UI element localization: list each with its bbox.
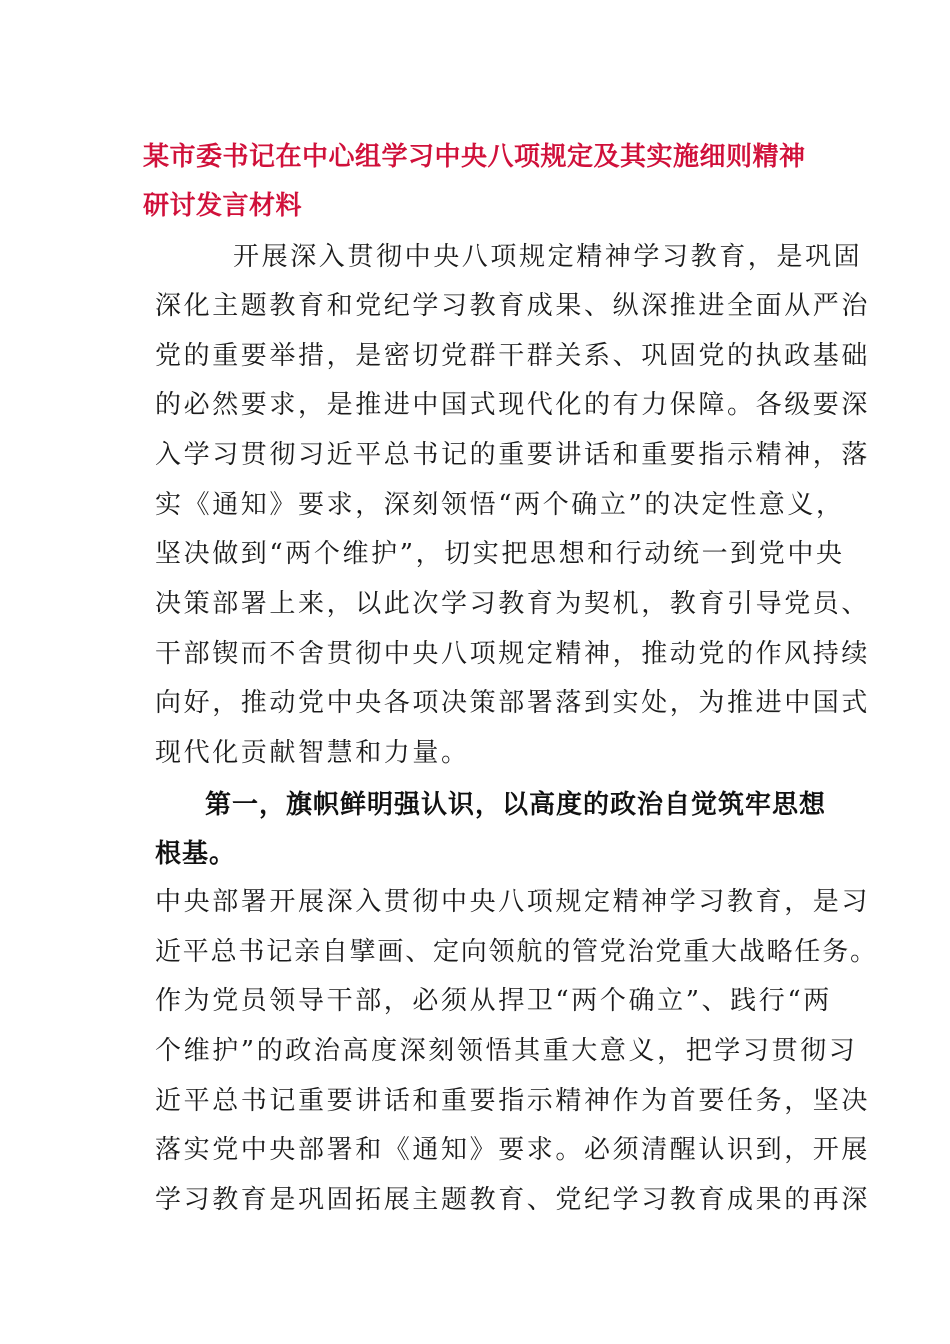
intro-paragraph-line: 深化主题教育和党纪学习教育成果、纵深推进全面从严治: [155, 291, 871, 321]
intro-paragraph-line: 坚决做到“两个维护”，切实把思想和行动统一到党中央: [155, 539, 845, 569]
intro-paragraph-line: 干部锲而不舍贯彻中央八项规定精神，推动党的作风持续: [155, 639, 871, 669]
intro-paragraph-line: 开展深入贯彻中央八项规定精神学习教育，是巩固: [233, 242, 863, 272]
section-1-paragraph-line: 落实党中央部署和《通知》要求。必须清醒认识到，开展: [155, 1135, 871, 1165]
intro-paragraph-line: 党的重要举措，是密切党群干群关系、巩固党的执政基础: [155, 341, 871, 371]
section-1-heading-line-1: 第一，旗帜鲜明强认识，以高度的政治自觉筑牢思想: [205, 790, 827, 820]
intro-paragraph-line: 向好，推动党中央各项决策部署落到实处，为推进中国式: [155, 688, 871, 718]
intro-paragraph-line: 现代化贡献智慧和力量。: [155, 738, 470, 768]
intro-paragraph-line: 的必然要求，是推进中国式现代化的有力保障。各级要深: [155, 390, 871, 420]
section-1-paragraph-line: 中央部署开展深入贯彻中央八项规定精神学习教育，是习: [155, 887, 871, 917]
section-1-paragraph-line: 作为党员领导干部，必须从捍卫“两个确立”、践行“两: [155, 986, 832, 1016]
document-title-line-1: 某市委书记在中心组学习中央八项规定及其实施细则精神: [143, 142, 806, 172]
document-title-line-2: 研讨发言材料: [143, 191, 303, 221]
section-1-paragraph-line: 个维护”的政治高度深刻领悟其重大意义，把学习贯彻习: [155, 1036, 858, 1066]
section-1-heading-line-2: 根基。: [155, 839, 237, 869]
intro-paragraph-line: 入学习贯彻习近平总书记的重要讲话和重要指示精神，落: [155, 440, 871, 470]
section-1-paragraph-line: 近平总书记亲自擘画、定向领航的管党治党重大战略任务。: [155, 937, 878, 967]
intro-paragraph-line: 决策部署上来，以此次学习教育为契机，教育引导党员、: [155, 589, 871, 619]
section-1-paragraph-line: 近平总书记重要讲话和重要指示精神作为首要任务，坚决: [155, 1086, 871, 1116]
intro-paragraph-line: 实《通知》要求，深刻领悟“两个确立”的决定性意义，: [155, 490, 845, 520]
section-1-paragraph-line: 学习教育是巩固拓展主题教育、党纪学习教育成果的再深: [155, 1185, 871, 1215]
